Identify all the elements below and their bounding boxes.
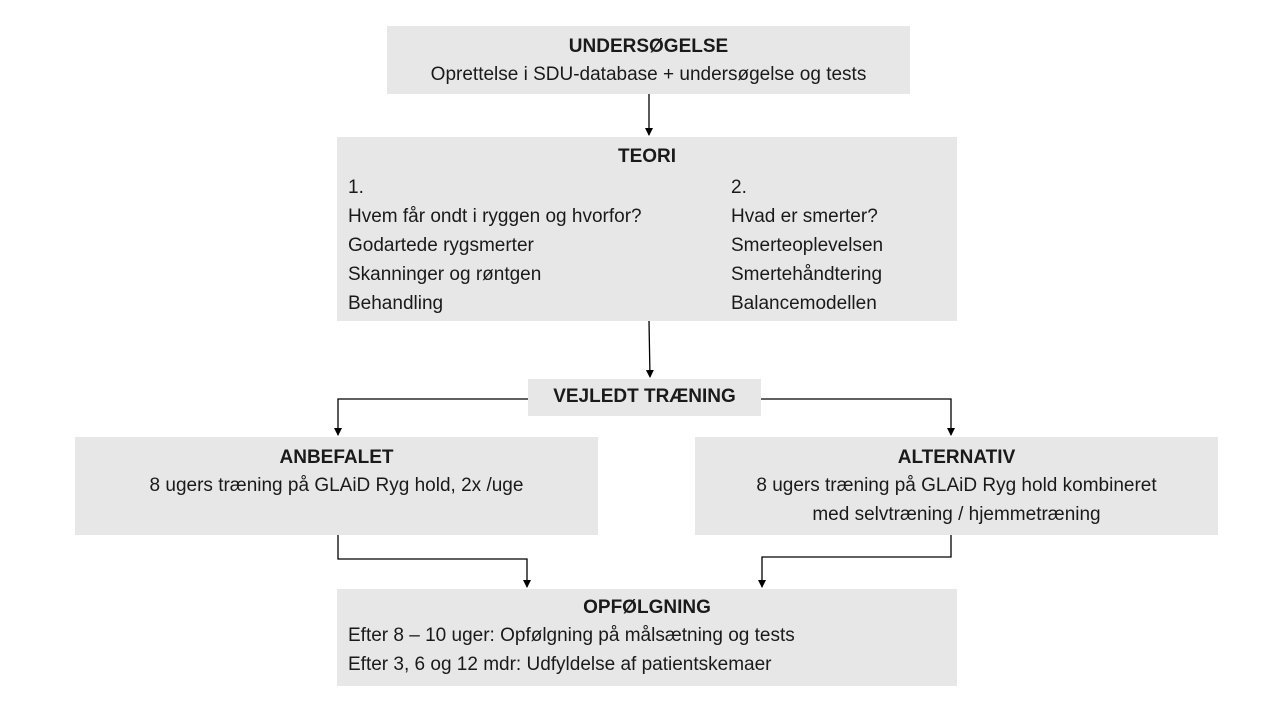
anbefalet-title: ANBEFALET [279, 447, 394, 468]
arrow-anbefalet-to-opfolgning [338, 535, 527, 587]
teori-col2-item: Hvad er smerter? [731, 206, 878, 227]
teori-column-2 [731, 173, 883, 318]
alternativ-text-line: 8 ugers træning på GLAiD Ryg hold kombineret [756, 475, 1157, 496]
arrow-teori-to-vejledt [649, 321, 650, 377]
vejledt-traening-box [528, 379, 761, 416]
undersogelse-box [387, 26, 910, 94]
opfolgning-text-line: Efter 3, 6 og 12 mdr: Udfyldelse af patientskemaer [348, 654, 772, 675]
teori-box [337, 137, 957, 321]
opfolgning-text-line: Efter 8 – 10 uger: Opfølgning på målsætning og tests [348, 625, 795, 646]
alternativ-box [695, 437, 1218, 535]
teori-col1-item: Hvem får ondt i ryggen og hvorfor? [348, 206, 642, 227]
teori-col2-item: Balancemodellen [731, 293, 877, 314]
teori-col1-item: Behandling [348, 293, 444, 314]
teori-col1-number: 1. [348, 177, 364, 198]
teori-col2-item: Smerteoplevelsen [731, 235, 884, 256]
arrow-vejledt-to-anbefalet [338, 399, 528, 435]
alternativ-title: ALTERNATIV [897, 447, 1016, 468]
teori-column-1 [348, 173, 642, 318]
undersogelse-title: UNDERSØGELSE [568, 36, 729, 57]
opfolgning-lines [337, 621, 957, 679]
alternativ-text-line: med selvtræning / hjemmetræning [812, 504, 1101, 525]
opfolgning-title: OPFØLGNING [583, 597, 711, 618]
teori-title: TEORI [617, 146, 677, 167]
vejledt-traening-title: VEJLEDT TRÆNING [553, 386, 736, 407]
anbefalet-text: 8 ugers træning på GLAiD Ryg hold, 2x /uge [149, 475, 524, 496]
arrow-alternativ-to-opfolgning [762, 535, 951, 587]
teori-col2-item: Smertehåndtering [731, 264, 883, 285]
arrow-vejledt-to-alternativ [761, 399, 951, 435]
teori-col1-item: Skanninger og røntgen [348, 264, 542, 285]
teori-col1-item: Godartede rygsmerter [348, 235, 534, 256]
anbefalet-box [75, 437, 598, 535]
teori-col2-number: 2. [731, 177, 747, 198]
undersogelse-text: Oprettelse i SDU-database + undersøgelse og tests [430, 64, 867, 85]
opfolgning-box [337, 589, 957, 686]
